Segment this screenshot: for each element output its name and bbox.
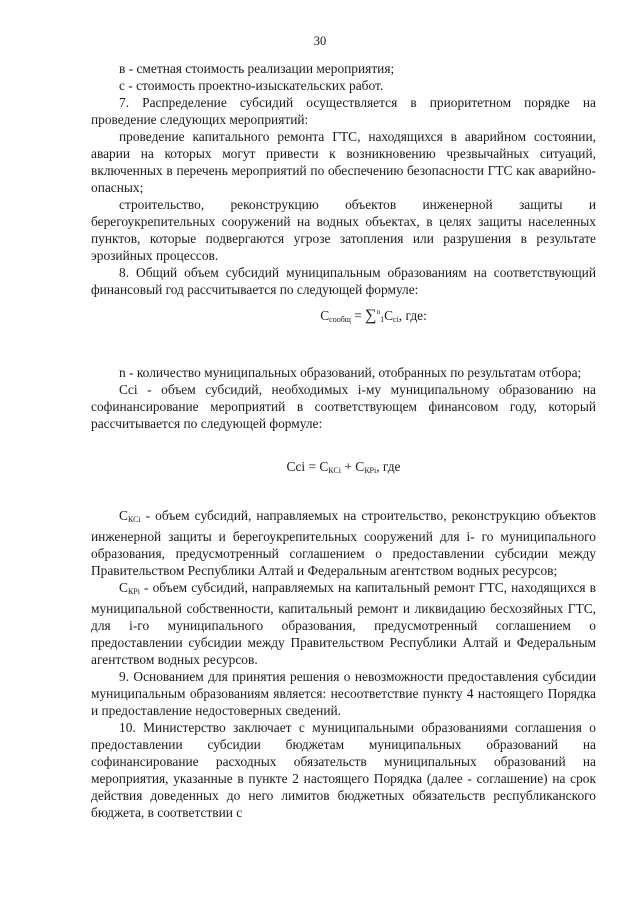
formula-lhs: C [320, 308, 330, 323]
formula2-lhs: Cci = C [286, 459, 329, 474]
sum-symbol: ∑ [365, 307, 377, 324]
definition-subscript: КРi [127, 587, 140, 596]
formula2-subscript-kr: КРi [364, 466, 377, 475]
definition-text: - объем субсидий, направляемых на строительство, реконструкцию объектов инженерной защиты и берегоукрепительных сооружений для i- го муниципального образования, предусмотренный соглашением о предоставлении субсидии между Правительством Республики Алтай и Федеральным агентством водных ресурсов; [91, 508, 596, 578]
formula2-subscript-ks: КСi [328, 466, 341, 475]
paragraph: в - сметная стоимость реализации мероприятия; [119, 61, 395, 76]
definition-symbol: C [119, 508, 128, 523]
sum-lower-limit: 1 [380, 315, 385, 324]
formula-total-subsidy [91, 304, 596, 328]
paragraph: строительство, реконструкцию объектов инженерной защиты и берегоукрепительных сооружений на водных объектах, в целях защиты населенных пунктов, которые подвергаются угрозе затопления или разрушения в результате эрозийных процессов. [91, 197, 596, 263]
document-body [91, 60, 596, 821]
sum-upper-limit: n [376, 308, 381, 316]
paragraph-item-10: 10. Министерство заключает с муниципальными образованиями соглашения о предоставлении субсидии бюджетам муниципальных образований на софинансирование расходных обязательств муниципальных образований на мероприятия, указанные в пункте 2 настоящего Порядка (далее - соглашение) на срок действия доведенных до него лимитов бюджетных обязательств республиканского бюджета, в соответствии с [91, 720, 596, 820]
formula2-tail: , где [376, 459, 401, 474]
formula-lhs-subscript: сообщ [329, 315, 351, 324]
formula-tail: , где: [398, 308, 427, 323]
definition-symbol: C [119, 580, 128, 595]
page-number: 30 [313, 34, 327, 48]
formula-municipal-subsidy [91, 458, 596, 479]
paragraph: проведение капитального ремонта ГТС, находящихся в аварийном состоянии, аварии на которых могут привести к возникновению чрезвычайных ситуаций, включенных в перечень мероприятий по обеспечению безопасности ГТС как аварийно-опасных; [91, 129, 596, 195]
definition-cks [91, 507, 596, 579]
paragraph: Cci - объем субсидий, необходимых i-му муниципальному образованию на софинансирование мероприятий в соответствующем финансовом году, который рассчитывается по следующей формуле: [91, 382, 596, 431]
formula-term: C [384, 308, 394, 323]
formula-equals: = [350, 308, 366, 323]
paragraph: n - количество муниципальных образований, отобранных по результатам отбора; [119, 365, 582, 380]
formula-term-subscript: ci [393, 315, 399, 324]
paragraph-item-8: 8. Общий объем субсидий муниципальным образованиям на соответствующий финансовый год рассчитывается по следующей формуле: [91, 265, 596, 297]
definition-ckr [91, 579, 596, 668]
paragraph-item-9: 9. Основанием для принятия решения о невозможности предоставления субсидии муниципальным образованиям является: несоответствие пункту 4 настоящего Порядка и предоставление недостоверных сведений. [91, 669, 596, 718]
formula2-plus: + C [341, 459, 365, 474]
paragraph: с - стоимость проектно-изыскательских работ. [119, 78, 384, 93]
definition-subscript: КСi [127, 515, 141, 524]
definition-text: - объем субсидий, направляемых на капитальный ремонт ГТС, находящихся в муниципальной собственности, капитальный ремонт и ликвидацию бесхозяйных ГТС, для i-го муниципального образования, предусмотренный соглашением о предоставлении субсидии между Правительством Республики Алтай и Федеральным агентством водных ресурсов. [91, 580, 596, 667]
paragraph-item-7: 7. Распределение субсидий осуществляется в приоритетном порядке на проведение следующих мероприятий: [91, 95, 596, 127]
